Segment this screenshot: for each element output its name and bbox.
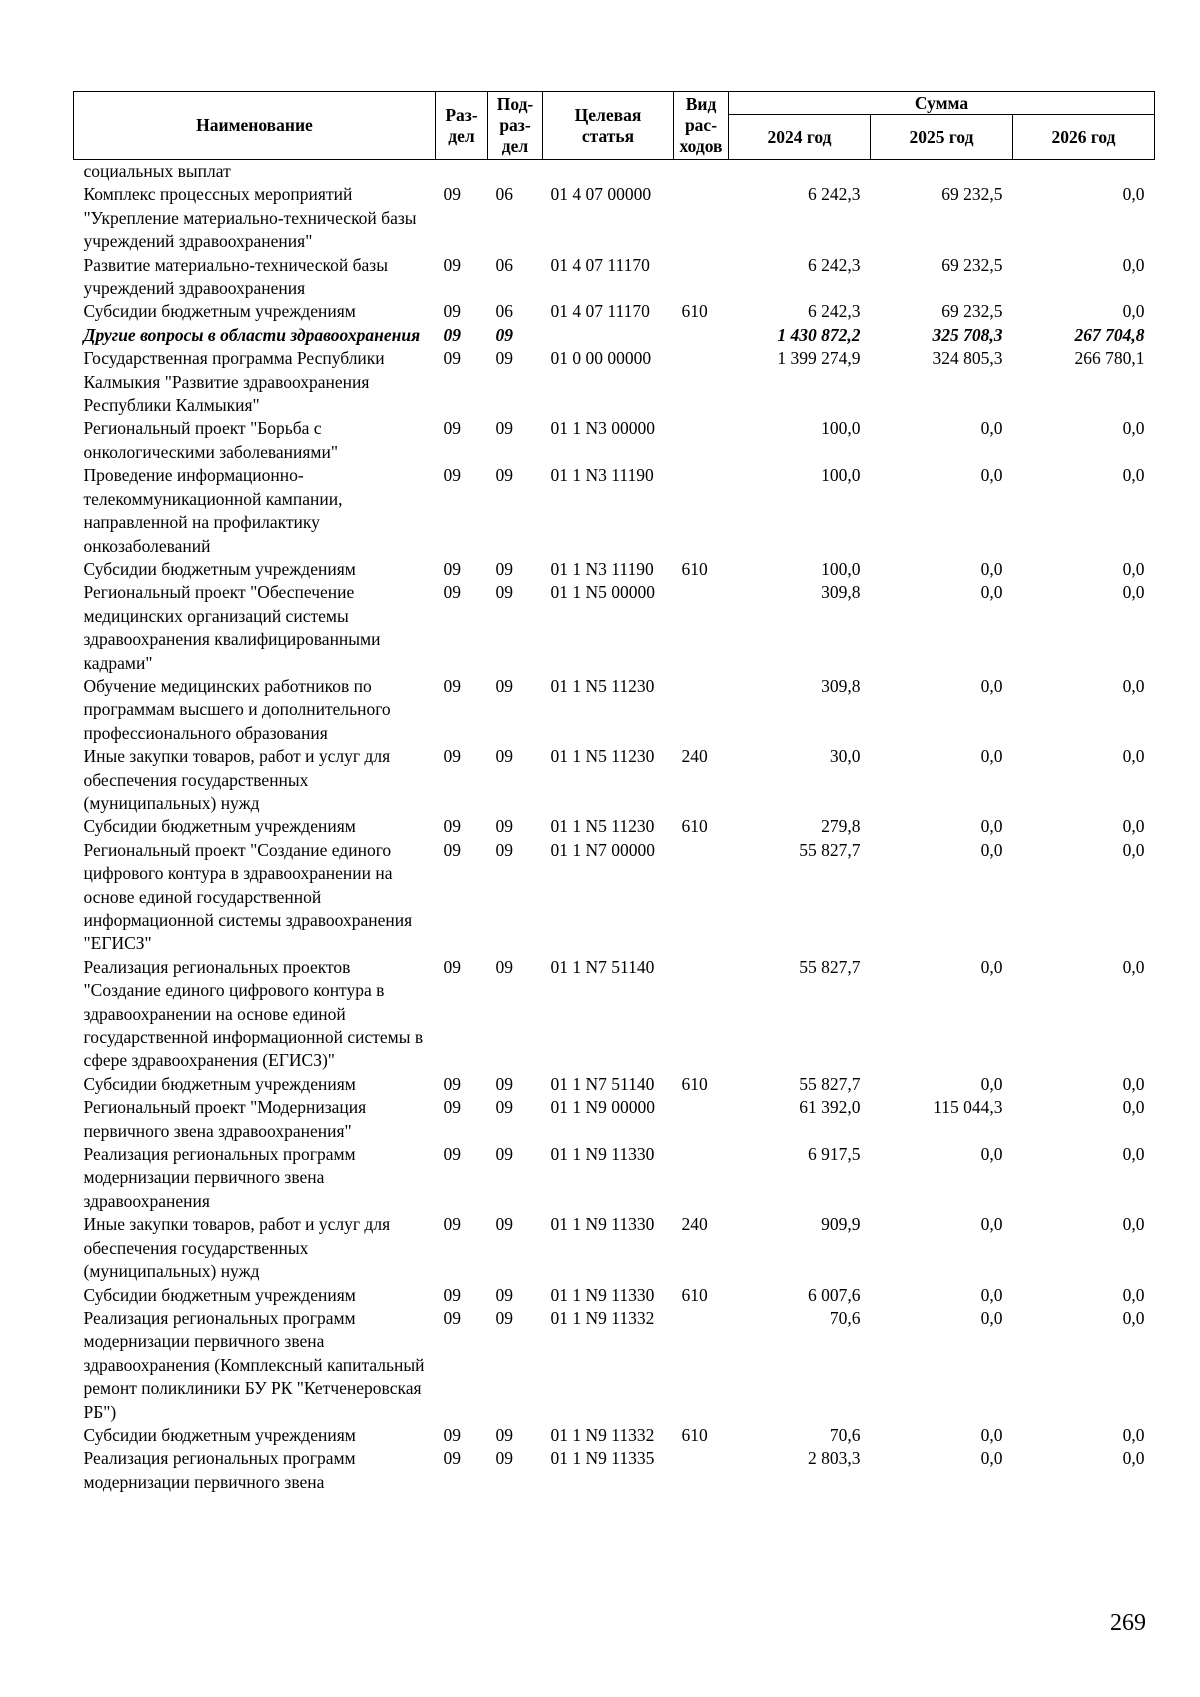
- sum-2025-cell: 0,0: [980, 746, 1003, 767]
- razdel-cell: 09: [443, 465, 461, 486]
- table-row: [74, 1073, 1155, 1096]
- sum-2025-cell: 69 232,5: [941, 184, 1003, 205]
- podrazdel-cell: 06: [495, 301, 513, 322]
- stat-cell: 01 1 N3 00000: [550, 418, 656, 439]
- header-stat: [543, 92, 674, 160]
- header-2024-label: 2024 год: [767, 126, 832, 147]
- table-row: [74, 324, 1155, 347]
- sum-2025-cell: 0,0: [980, 1448, 1003, 1469]
- sum-2025-cell: 0,0: [980, 1073, 1003, 1094]
- sum-2026-cell: 0,0: [1122, 465, 1145, 486]
- header-2026-label: 2026 год: [1051, 126, 1116, 147]
- vid-cell: 610: [681, 1284, 708, 1305]
- vid-cell: [674, 1447, 729, 1494]
- sum-2025-cell: 0,0: [980, 465, 1003, 486]
- name-cell: Реализация региональных программ модернизации первичного звена здравоохранения: [83, 1144, 356, 1211]
- header-2024: [729, 115, 871, 160]
- razdel-cell: 09: [443, 418, 461, 439]
- stat-cell: [543, 324, 674, 347]
- podrazdel-cell: 09: [495, 324, 513, 345]
- sum-2024-cell: 6 917,5: [808, 1144, 861, 1165]
- vid-cell: [674, 464, 729, 558]
- vid-cell: 610: [681, 816, 708, 837]
- podrazdel-cell: 09: [495, 816, 513, 837]
- table-row: [74, 1143, 1155, 1213]
- table-row: [74, 1096, 1155, 1143]
- podrazdel-cell: 09: [495, 1214, 513, 1235]
- razdel-cell: 09: [443, 324, 461, 345]
- stat-cell: [543, 160, 674, 184]
- name-cell: Субсидии бюджетным учреждениям: [83, 558, 356, 579]
- vid-cell: [674, 183, 729, 253]
- name-cell: Государственная программа Республики Калмыкия "Развитие здравоохранения Республики Калмыкия": [83, 348, 385, 416]
- header-summa: [729, 92, 1155, 115]
- sum-2026-cell: 267 704,8: [1074, 324, 1145, 345]
- sum-2024-cell: 70,6: [829, 1424, 861, 1445]
- vid-cell: [674, 254, 729, 301]
- vid-cell: [674, 417, 729, 464]
- sum-2025-cell: 0,0: [980, 582, 1003, 603]
- razdel-cell: 09: [443, 1144, 461, 1165]
- name-cell: Реализация региональных программ модернизации первичного звена здравоохранения (Комплексный капитальный ремонт поликлиники БУ РК "Кетченеровская РБ"): [83, 1307, 425, 1422]
- podrazdel-cell: 09: [495, 839, 513, 860]
- name-cell: социальных выплат: [83, 161, 231, 181]
- sum-2024-cell: 1 430 872,2: [777, 324, 861, 345]
- name-cell: Субсидии бюджетным учреждениям: [83, 301, 356, 322]
- sum-2025-cell: [871, 160, 1013, 184]
- sum-2025-cell: 0,0: [980, 1424, 1003, 1445]
- stat-cell: 01 1 N9 11330: [550, 1284, 655, 1305]
- name-cell: Региональный проект "Обеспечение медицинских организаций системы здравоохранения квалифицированными кадрами": [83, 582, 381, 673]
- sum-2026-cell: 0,0: [1122, 1214, 1145, 1235]
- podrazdel-cell: 09: [495, 1144, 513, 1165]
- vid-cell: 240: [681, 1214, 708, 1235]
- vid-cell: [674, 1096, 729, 1143]
- header-razdel-label: Раз- дел: [445, 104, 478, 146]
- sum-2026-cell: 0,0: [1122, 184, 1145, 205]
- table-row: [74, 464, 1155, 558]
- stat-cell: 01 1 N7 51140: [550, 1073, 655, 1094]
- stat-cell: 01 1 N9 11330: [550, 1144, 655, 1165]
- sum-2026-cell: 0,0: [1122, 675, 1145, 696]
- stat-cell: 01 1 N3 11190: [550, 465, 654, 486]
- sum-2024-cell: 1 399 274,9: [777, 348, 861, 369]
- stat-cell: 01 4 07 00000: [550, 184, 652, 205]
- razdel-cell: 09: [443, 816, 461, 837]
- stat-cell: 01 4 07 11170: [550, 301, 650, 322]
- name-cell: Комплекс процессных мероприятий "Укрепление материально-технической базы учреждений здравоохранения": [83, 184, 417, 252]
- sum-2024-cell: 279,8: [821, 816, 861, 837]
- sum-2026-cell: 0,0: [1122, 1307, 1145, 1328]
- header-stat-label: Целевая статья: [574, 104, 642, 146]
- stat-cell: 01 1 N9 00000: [550, 1097, 656, 1118]
- sum-2024-cell: 100,0: [821, 418, 861, 439]
- sum-2024-cell: 55 827,7: [799, 839, 861, 860]
- sum-2024-cell: 6 007,6: [808, 1284, 861, 1305]
- sum-2024-cell: 55 827,7: [799, 956, 861, 977]
- table-row: [74, 956, 1155, 1073]
- podrazdel-cell: 09: [495, 582, 513, 603]
- razdel-cell: 09: [443, 1073, 461, 1094]
- sum-2024-cell: 30,0: [829, 746, 861, 767]
- table-header: [74, 92, 1155, 160]
- stat-cell: 01 1 N9 11332: [550, 1307, 655, 1328]
- header-summa-label: Сумма: [914, 92, 969, 113]
- razdel-cell: 09: [443, 1424, 461, 1445]
- sum-2024-cell: [729, 160, 871, 184]
- sum-2026-cell: 0,0: [1122, 956, 1145, 977]
- name-cell: Региональный проект "Создание единого цифрового контура в здравоохранении на основе единой государственной информационной системы здравоохранения "ЕГИСЗ": [83, 839, 413, 954]
- vid-cell: [674, 160, 729, 184]
- vid-cell: [674, 581, 729, 675]
- sum-2025-cell: 0,0: [980, 418, 1003, 439]
- razdel-cell: 09: [443, 675, 461, 696]
- table-row: [74, 183, 1155, 253]
- razdel-cell: 09: [443, 956, 461, 977]
- sum-2026-cell: 0,0: [1122, 746, 1145, 767]
- podrazdel-cell: 06: [495, 254, 513, 275]
- podrazdel-cell: 09: [495, 1097, 513, 1118]
- razdel-cell: 09: [443, 184, 461, 205]
- sum-2024-cell: 6 242,3: [808, 301, 861, 322]
- name-cell: Реализация региональных программ модернизации первичного звена: [83, 1448, 356, 1492]
- table-row: [74, 675, 1155, 745]
- sum-2026-cell: 0,0: [1122, 254, 1145, 275]
- sum-2024-cell: 70,6: [829, 1307, 861, 1328]
- podrazdel-cell: 09: [495, 746, 513, 767]
- name-cell: Проведение информационно-телекоммуникационной кампании, направленной на профилактику онкозаболеваний: [83, 465, 343, 556]
- razdel-cell: 09: [443, 582, 461, 603]
- sum-2025-cell: 0,0: [980, 558, 1003, 579]
- sum-2026-cell: 0,0: [1122, 558, 1145, 579]
- razdel-cell: 09: [443, 1307, 461, 1328]
- sum-2026-cell: 0,0: [1122, 1284, 1145, 1305]
- name-cell: Другие вопросы в области здравоохранения: [83, 324, 421, 345]
- podrazdel-cell: 09: [495, 675, 513, 696]
- vid-cell: [674, 347, 729, 417]
- vid-cell: 610: [681, 301, 708, 322]
- name-cell: Субсидии бюджетным учреждениям: [83, 1073, 356, 1094]
- podrazdel-cell: [488, 160, 543, 184]
- table-row: [74, 558, 1155, 581]
- podrazdel-cell: 09: [495, 1448, 513, 1469]
- budget-table: [73, 91, 1155, 1494]
- table-row: [74, 254, 1155, 301]
- page-number: 269: [1110, 1610, 1146, 1636]
- table-row: [74, 815, 1155, 838]
- header-vid: [674, 92, 729, 160]
- name-cell: Субсидии бюджетным учреждениям: [83, 1424, 356, 1445]
- table-row: [74, 1307, 1155, 1424]
- sum-2026-cell: 0,0: [1122, 1144, 1145, 1165]
- sum-2026-cell: 0,0: [1122, 1097, 1145, 1118]
- sum-2026-cell: 0,0: [1122, 1424, 1145, 1445]
- sum-2025-cell: 0,0: [980, 1144, 1003, 1165]
- header-podrazdel: [488, 92, 543, 160]
- podrazdel-cell: 09: [495, 465, 513, 486]
- razdel-cell: 09: [443, 1097, 461, 1118]
- stat-cell: 01 4 07 11170: [550, 254, 650, 275]
- stat-cell: 01 1 N3 11190: [550, 558, 654, 579]
- razdel-cell: 09: [443, 839, 461, 860]
- header-podrazdel-label: Под- раз- дел: [496, 94, 534, 156]
- razdel-cell: 09: [443, 1448, 461, 1469]
- sum-2025-cell: 115 044,3: [933, 1097, 1003, 1118]
- vid-cell: [674, 956, 729, 1073]
- podrazdel-cell: 09: [495, 418, 513, 439]
- name-cell: Обучение медицинских работников по программам высшего и дополнительного профессионального образования: [83, 675, 391, 743]
- sum-2025-cell: 324 805,3: [932, 348, 1003, 369]
- name-cell: Иные закупки товаров, работ и услуг для обеспечения государственных (муниципальных) нужд: [83, 1214, 391, 1282]
- sum-2025-cell: 69 232,5: [941, 254, 1003, 275]
- table-row: [74, 1424, 1155, 1447]
- sum-2024-cell: 2 803,3: [808, 1448, 861, 1469]
- vid-cell: [674, 324, 729, 347]
- stat-cell: 01 1 N5 11230: [550, 746, 655, 767]
- table-row: [74, 417, 1155, 464]
- sum-2024-cell: 6 242,3: [808, 254, 861, 275]
- sum-2026-cell: 0,0: [1122, 1073, 1145, 1094]
- name-cell: Субсидии бюджетным учреждениям: [83, 1284, 356, 1305]
- table-row: [74, 745, 1155, 815]
- sum-2026-cell: 0,0: [1122, 418, 1145, 439]
- podrazdel-cell: 09: [495, 1073, 513, 1094]
- sum-2024-cell: 909,9: [821, 1214, 861, 1235]
- sum-2025-cell: 69 232,5: [941, 301, 1003, 322]
- table-row: [74, 300, 1155, 323]
- podrazdel-cell: 09: [495, 956, 513, 977]
- name-cell: Региональный проект "Борьба с онкологическими заболеваниями": [83, 418, 338, 462]
- sum-2026-cell: 0,0: [1122, 839, 1145, 860]
- sum-2026-cell: 0,0: [1122, 301, 1145, 322]
- vid-cell: [674, 839, 729, 956]
- podrazdel-cell: 09: [495, 1307, 513, 1328]
- razdel-cell: [436, 160, 488, 184]
- vid-cell: [674, 675, 729, 745]
- stat-cell: 01 1 N7 00000: [550, 839, 656, 860]
- razdel-cell: 09: [443, 558, 461, 579]
- name-cell: Иные закупки товаров, работ и услуг для обеспечения государственных (муниципальных) нужд: [83, 746, 391, 813]
- header-name: [74, 92, 436, 160]
- name-cell: Субсидии бюджетным учреждениям: [83, 816, 356, 837]
- table-body: [74, 160, 1155, 1495]
- sum-2025-cell: 0,0: [980, 1214, 1003, 1235]
- header-2025-label: 2025 год: [909, 126, 974, 147]
- stat-cell: 01 0 00 00000: [550, 348, 652, 369]
- podrazdel-cell: 09: [495, 1284, 513, 1305]
- stat-cell: 01 1 N5 00000: [550, 582, 656, 603]
- name-cell: Реализация региональных проектов "Создание единого цифрового контура в здравоохранении на основе единой государственной информационной системы в сфере здравоохранения (ЕГИСЗ)": [83, 956, 424, 1071]
- podrazdel-cell: 09: [495, 558, 513, 579]
- vid-cell: 240: [681, 746, 708, 767]
- table-row: [74, 1213, 1155, 1283]
- sum-2024-cell: 61 392,0: [799, 1097, 861, 1118]
- podrazdel-cell: 09: [495, 348, 513, 369]
- sum-2025-cell: 0,0: [980, 1307, 1003, 1328]
- sum-2025-cell: 0,0: [980, 675, 1003, 696]
- header-razdel: [436, 92, 488, 160]
- razdel-cell: 09: [443, 301, 461, 322]
- table-row: [74, 347, 1155, 417]
- stat-cell: 01 1 N5 11230: [550, 675, 655, 696]
- sum-2025-cell: 325 708,3: [932, 324, 1003, 345]
- stat-cell: 01 1 N5 11230: [550, 816, 655, 837]
- sum-2026-cell: 0,0: [1122, 582, 1145, 603]
- vid-cell: [674, 1307, 729, 1424]
- stat-cell: 01 1 N9 11330: [550, 1214, 655, 1235]
- sum-2024-cell: 100,0: [821, 465, 861, 486]
- podrazdel-cell: 09: [495, 1424, 513, 1445]
- vid-cell: [674, 1143, 729, 1213]
- name-cell: Развитие материально-технической базы учреждений здравоохранения: [83, 254, 388, 299]
- vid-cell: 610: [681, 558, 708, 579]
- razdel-cell: 09: [443, 1214, 461, 1235]
- sum-2026-cell: 266 780,1: [1074, 348, 1145, 369]
- table-row: [74, 1447, 1155, 1494]
- sum-2025-cell: 0,0: [980, 839, 1003, 860]
- table-row: [74, 1284, 1155, 1307]
- sum-2024-cell: 100,0: [821, 558, 861, 579]
- stat-cell: 01 1 N7 51140: [550, 956, 655, 977]
- razdel-cell: 09: [443, 254, 461, 275]
- name-cell: Региональный проект "Модернизация первичного звена здравоохранения": [83, 1097, 367, 1141]
- header-2026: [1013, 115, 1155, 160]
- sum-2026-cell: 0,0: [1122, 816, 1145, 837]
- razdel-cell: 09: [443, 1284, 461, 1305]
- stat-cell: 01 1 N9 11335: [550, 1448, 655, 1469]
- vid-cell: 610: [681, 1073, 708, 1094]
- table-row: [74, 581, 1155, 675]
- sum-2025-cell: 0,0: [980, 1284, 1003, 1305]
- stat-cell: 01 1 N9 11332: [550, 1424, 655, 1445]
- table-row: [74, 160, 1155, 184]
- razdel-cell: 09: [443, 348, 461, 369]
- sum-2025-cell: 0,0: [980, 816, 1003, 837]
- header-vid-label: Вид рас- ходов: [679, 94, 723, 156]
- sum-2026-cell: [1013, 160, 1155, 184]
- sum-2025-cell: 0,0: [980, 956, 1003, 977]
- sum-2024-cell: 309,8: [821, 582, 861, 603]
- header-2025: [871, 115, 1013, 160]
- razdel-cell: 09: [443, 746, 461, 767]
- sum-2024-cell: 6 242,3: [808, 184, 861, 205]
- sum-2024-cell: 309,8: [821, 675, 861, 696]
- sum-2024-cell: 55 827,7: [799, 1073, 861, 1094]
- table-row: [74, 839, 1155, 956]
- vid-cell: 610: [681, 1424, 708, 1445]
- header-name-label: Наименование: [196, 115, 313, 135]
- sum-2026-cell: 0,0: [1122, 1448, 1145, 1469]
- podrazdel-cell: 06: [495, 184, 513, 205]
